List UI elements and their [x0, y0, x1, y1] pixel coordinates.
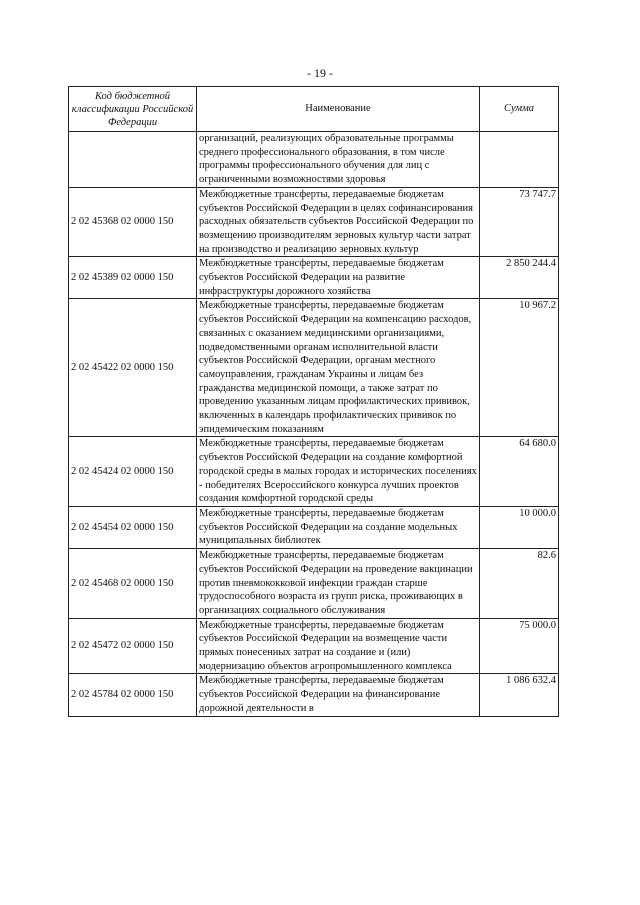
row-code: 2 02 45422 02 0000 150	[69, 299, 197, 437]
row-sum: 73 747.7	[480, 187, 559, 257]
table-row	[69, 674, 559, 716]
budget-table	[68, 86, 559, 717]
row-name: Межбюджетные трансферты, передаваемые бюджетам субъектов Российской Федерации на финансирование дорожной деятельности в	[197, 674, 480, 716]
row-sum: 10 000.0	[480, 506, 559, 548]
row-code: 2 02 45784 02 0000 150	[69, 674, 197, 716]
row-sum: 2 850 244.4	[480, 257, 559, 299]
row-name: Межбюджетные трансферты, передаваемые бюджетам субъектов Российской Федерации на возмещение части прямых понесенных затрат на создание и (или) модернизацию объектов агропромышленного комплекса	[197, 618, 480, 674]
table-row	[69, 618, 559, 674]
row-name: организаций, реализующих образовательные программы среднего профессионального образования, в том числе программы профессионального обучения для лиц с ограниченными возможностями здоровья	[197, 132, 480, 188]
row-name: Межбюджетные трансферты, передаваемые бюджетам субъектов Российской Федерации на создание модельных муниципальных библиотек	[197, 506, 480, 548]
table-header-row	[69, 87, 559, 132]
table-row	[69, 187, 559, 257]
row-name: Межбюджетные трансферты, передаваемые бюджетам субъектов Российской Федерации в целях софинансирования расходных обязательств субъектов Российской Федерации по возмещению производителям зерновых культур части затрат на производство и реализацию зерновых культур	[197, 187, 480, 257]
row-sum: 64 680.0	[480, 437, 559, 507]
row-code: 2 02 45454 02 0000 150	[69, 506, 197, 548]
row-sum: 82.6	[480, 549, 559, 619]
row-sum: 75 000.0	[480, 618, 559, 674]
row-code: 2 02 45472 02 0000 150	[69, 618, 197, 674]
header-name: Наименование	[197, 87, 480, 132]
row-name: Межбюджетные трансферты, передаваемые бюджетам субъектов Российской Федерации на проведение вакцинации против пневмококковой инфекции граждан старше трудоспособного возраста из групп риска, проживающих в организациях социального обслуживания	[197, 549, 480, 619]
header-code: Код бюджетной классификации Российской Федерации	[69, 87, 197, 132]
row-name: Межбюджетные трансферты, передаваемые бюджетам субъектов Российской Федерации на создание комфортной городской среды в малых городах и исторических поселениях - победителях Всероссийского конкурса лучших проектов создания комфортной городской среды	[197, 437, 480, 507]
table-row	[69, 549, 559, 619]
page-number: - 19 -	[307, 66, 333, 80]
table-row	[69, 506, 559, 548]
row-code	[69, 132, 197, 188]
row-code: 2 02 45468 02 0000 150	[69, 549, 197, 619]
row-code: 2 02 45424 02 0000 150	[69, 437, 197, 507]
table-row	[69, 132, 559, 188]
table-row	[69, 299, 559, 437]
row-sum: 10 967.2	[480, 299, 559, 437]
row-name: Межбюджетные трансферты, передаваемые бюджетам субъектов Российской Федерации на компенсацию расходов, связанных с оказанием медицинскими организациями, подведомственными органам исполнительной власти субъектов Российской Федерации, органам местного самоуправления, гражданам Украины и лицам без гражданства медицинской помощи, а также затрат по проведению указанным лицам профилактических прививок, включенных в календарь профилактических прививок по эпидемическим показаниям	[197, 299, 480, 437]
table-row	[69, 437, 559, 507]
row-code: 2 02 45368 02 0000 150	[69, 187, 197, 257]
row-code: 2 02 45389 02 0000 150	[69, 257, 197, 299]
row-sum	[480, 132, 559, 188]
row-name: Межбюджетные трансферты, передаваемые бюджетам субъектов Российской Федерации на развитие инфраструктуры дорожного хозяйства	[197, 257, 480, 299]
row-sum: 1 086 632.4	[480, 674, 559, 716]
table-row	[69, 257, 559, 299]
header-sum: Сумма	[480, 87, 559, 132]
